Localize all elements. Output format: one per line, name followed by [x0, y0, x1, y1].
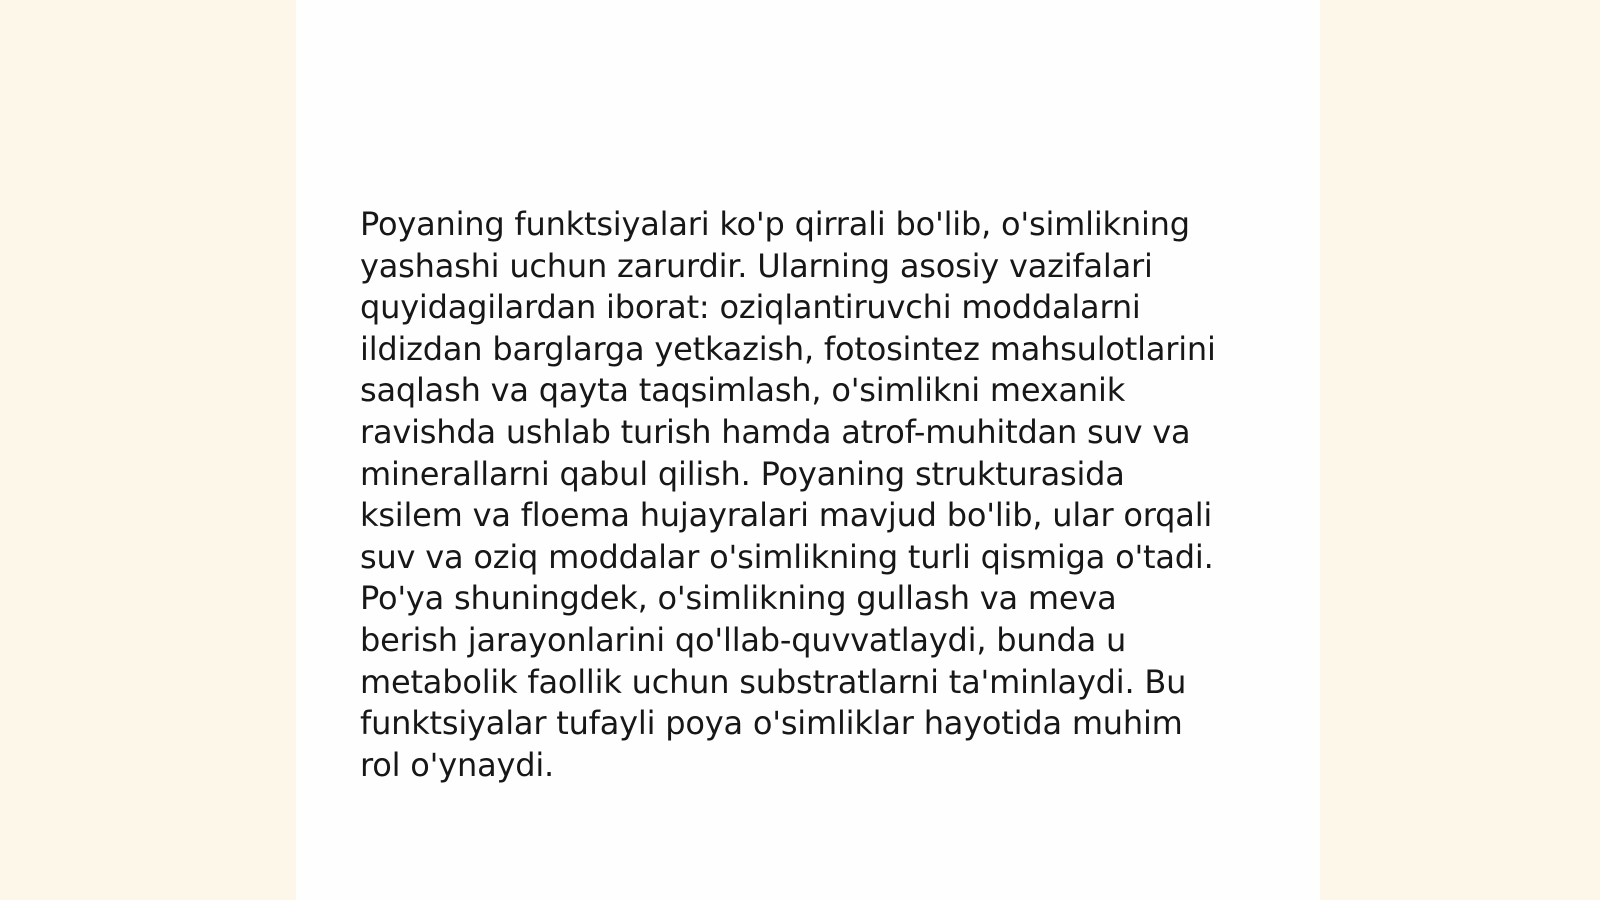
body-paragraph — [360, 204, 1260, 786]
body-line: yashashi uchun zarurdir. Ularning asosiy vazifalari — [360, 246, 1153, 285]
body-line: Poyaning funktsiyalari ko'p qirrali bo'lib, o'simlikning — [360, 205, 1190, 243]
body-line: ildizdan barglarga yetkazish, fotosintez mahsulotlarini — [360, 329, 1216, 368]
body-line: suv va oziq moddalar o'simlikning turli qismiga o'tadi. — [360, 537, 1214, 576]
body-line: rol o'ynaydi. — [360, 745, 555, 784]
body-line: funktsiyalar tufayli poya o'simliklar hayotida muhim — [360, 704, 1183, 743]
body-line: metabolik faollik uchun substratlarni ta'minlaydi. Bu — [360, 662, 1187, 701]
body-line: saqlash va qayta taqsimlash, o'simlikni mexanik — [360, 371, 1126, 410]
body-line: ksilem va floema hujayralari mavjud bo'lib, ular orqali — [360, 496, 1213, 535]
body-line: minerallarni qabul qilish. Poyaning strukturasida — [360, 454, 1125, 493]
body-line: Po'ya shuningdek, o'simlikning gullash va meva — [360, 579, 1117, 618]
body-line: ravishda ushlab turish hamda atrof-muhitdan suv va — [360, 412, 1191, 451]
left-margin — [0, 0, 296, 900]
right-margin — [1320, 0, 1600, 900]
body-line: berish jarayonlarini qo'llab-quvvatlaydi, bunda u — [360, 620, 1127, 659]
body-line: quyidagilardan iborat: oziqlantiruvchi moddalarni — [360, 288, 1141, 327]
slide-page — [296, 0, 1320, 900]
